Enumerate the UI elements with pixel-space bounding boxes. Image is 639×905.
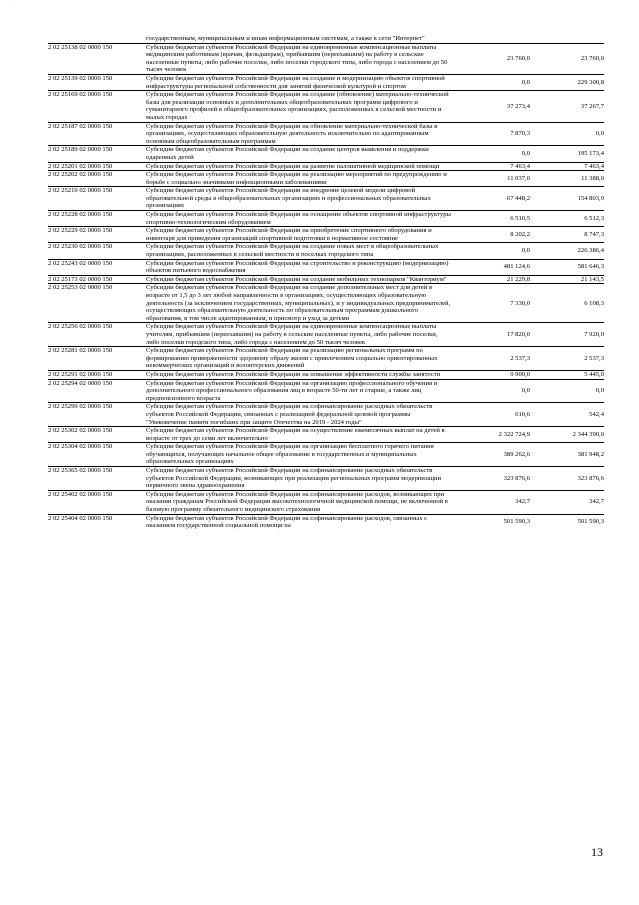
code-cell: 2 02 25139 02 0000 150 — [48, 74, 146, 90]
description-cell: Субсидии бюджетам субъектов Российской Федерации на приобретение спортивного оборудования и инвентаря для приведения организаций спортивной подготовки в нормативное состояние — [146, 227, 452, 243]
table-row — [48, 347, 604, 371]
value-2022-cell: 229 300,8 — [530, 74, 604, 90]
value-2021-cell: 67 448,2 — [452, 187, 530, 211]
table-row — [48, 275, 604, 284]
description-cell: Субсидии бюджетам субъектов Российской Федерации на софинансирование расходов, связанных с оказанием государственной социальной помощи на — [146, 514, 452, 530]
description-cell: Субсидии бюджетам субъектов Российской Федерации на единовременные компенсационные выплаты медицинским работникам (врачам, фельдшерам), прибывшим (переехавшим) на работу в сельские населенные пункты, либо рабочие поселки, либо поселки городского типа, либо города с населением до 50 тысяч человек — [146, 43, 452, 74]
description-cell: Субсидии бюджетам субъектов Российской Федерации на создание (обновление) материально-технической базы для реализации основных и дополнительных общеобразовательных программ цифрового и гуманитарного профилей в общеобразовательных организациях, расположенных в сельской местности и малых городах — [146, 91, 452, 122]
code-cell: 2 02 25291 02 0000 150 — [48, 370, 146, 379]
code-cell: 2 02 25229 02 0000 150 — [48, 227, 146, 243]
code-cell: 2 02 25365 02 0000 150 — [48, 467, 146, 491]
value-2021-cell: 17 820,0 — [452, 323, 530, 347]
value-2022-cell: 0,0 — [530, 379, 604, 403]
code-cell: 2 02 25189 02 0000 150 — [48, 146, 146, 162]
value-2022-cell: 581 646,3 — [530, 259, 604, 275]
value-2022-cell: 195 173,4 — [530, 146, 604, 162]
page-number: 13 — [591, 845, 603, 859]
code-cell: 2 02 25138 02 0000 150 — [48, 43, 146, 74]
value-2022-cell: 8 747,3 — [530, 227, 604, 243]
code-cell: 2 02 25404 02 0000 150 — [48, 514, 146, 530]
description-cell: Субсидии бюджетам субъектов Российской Федерации на развитие паллиативной медицинской помощи — [146, 162, 452, 171]
value-2021-cell: 0,0 — [452, 74, 530, 90]
description-cell: Субсидии бюджетам субъектов Российской Федерации на создание новых мест в общеобразовательных организациях, расположенных в сельской местности и поселках городского типа — [146, 243, 452, 259]
table-row — [48, 122, 604, 146]
value-2021-cell: 9 900,0 — [452, 370, 530, 379]
scan-corner-mark: · — [10, 4, 12, 9]
code-cell: 2 02 25304 02 0000 150 — [48, 443, 146, 467]
value-2021-cell: 23 760,0 — [452, 43, 530, 74]
code-cell: 2 02 25228 02 0000 150 — [48, 211, 146, 227]
table-row — [48, 467, 604, 491]
description-cell: Субсидии бюджетам субъектов Российской Федерации на организацию бесплатного горячего питания обучающихся, получающих начальное общее образование в государственных и муниципальных образовательных организациях — [146, 443, 452, 467]
value-2021-cell: 0,0 — [452, 243, 530, 259]
table-row — [48, 403, 604, 427]
code-cell: 2 02 25202 02 0000 150 — [48, 171, 146, 187]
code-cell: 2 02 25210 02 0000 150 — [48, 187, 146, 211]
revenue-table-body — [48, 35, 604, 530]
table-row — [48, 211, 604, 227]
table-row — [48, 91, 604, 122]
description-cell: Субсидии бюджетам субъектов Российской Федерации на создание центров выявления и поддержки одаренных детей — [146, 146, 452, 162]
table-row — [48, 427, 604, 443]
code-cell: 2 02 25299 02 0000 150 — [48, 403, 146, 427]
value-2022-cell: 6 512,3 — [530, 211, 604, 227]
code-cell: 2 02 25201 02 0000 150 — [48, 162, 146, 171]
table-row — [48, 243, 604, 259]
revenue-table — [48, 35, 604, 530]
value-2021-cell: 21 229,8 — [452, 275, 530, 284]
value-2022-cell: 7 920,0 — [530, 323, 604, 347]
table-row — [48, 162, 604, 171]
value-2022-cell: 7 463,4 — [530, 162, 604, 171]
value-2021-cell: 7 870,3 — [452, 122, 530, 146]
description-cell: Субсидии бюджетам субъектов Российской Федерации на осуществление ежемесячных выплат на детей в возрасте от трех до семи лет включительно — [146, 427, 452, 443]
code-cell: 2 02 25230 02 0000 150 — [48, 243, 146, 259]
code-cell: 2 02 25256 02 0000 150 — [48, 323, 146, 347]
value-2021-cell: 8 202,2 — [452, 227, 530, 243]
table-row — [48, 514, 604, 530]
continuation-row — [48, 35, 604, 43]
table-row — [48, 146, 604, 162]
table-row — [48, 379, 604, 403]
value-2022-cell: 154 803,9 — [530, 187, 604, 211]
value-2022-cell: 21 143,5 — [530, 275, 604, 284]
value-2021-cell: 481 124,6 — [452, 259, 530, 275]
table-row — [48, 259, 604, 275]
value-2022-cell: 381 948,2 — [530, 443, 604, 467]
value-2022-cell: 323 876,6 — [530, 467, 604, 491]
value-2022-cell: 0,0 — [530, 122, 604, 146]
code-cell: 2 02 25294 02 0000 150 — [48, 379, 146, 403]
description-cell: Субсидии бюджетам субъектов Российской Федерации на софинансирование расходных обязательств субъектов Российской Федерации, связанных с реализацией федеральной целевой программы "Увековечение памяти погибших при защите Отечества на 2019 - 2024 годы" — [146, 403, 452, 427]
description-cell: Субсидии бюджетам субъектов Российской Федерации на создание и модернизацию объектов спортивной инфраструктуры региональной собственности для занятий физической культурой и спортом — [146, 74, 452, 90]
description-cell: Субсидии бюджетам субъектов Российской Федерации на создание дополнительных мест для детей в возрасте от 1,5 до 3 лет любой направленности в организациях, осуществляющих образовательную деятельность (за исключением государственных, муниципальных), и у индивидуальных предпринимателей, осуществляющих образовательную деятельность по образовательным программам дошкольного образования, в том числе адаптированным, и присмотр и уход за детьми — [146, 284, 451, 322]
value-2022-cell: 2 344 390,0 — [530, 427, 604, 443]
code-cell — [48, 35, 146, 43]
code-cell: 2 02 25243 02 0000 150 — [48, 259, 146, 275]
value-2022-cell: 542,4 — [530, 403, 604, 427]
value-2021-cell: 342,7 — [452, 490, 530, 514]
code-cell: 2 02 25281 02 0000 150 — [48, 347, 146, 371]
value-2022-cell: 5 445,0 — [530, 370, 604, 379]
value-2021-cell: 6 510,5 — [452, 211, 530, 227]
value-2021-cell: 2 537,3 — [452, 347, 530, 371]
table-row — [48, 227, 604, 243]
value-2022-cell: 6 108,3 — [530, 284, 604, 323]
table-row — [48, 74, 604, 90]
table-row — [48, 284, 604, 323]
description-cell: Субсидии бюджетам субъектов Российской Федерации на организацию профессионального обучения и дополнительного профессионального образования лиц в возрасте 50-ти лет и старше, а также лиц предпенсионного возраста — [146, 379, 452, 403]
description-cell: Субсидии бюджетам субъектов Российской Федерации на единовременные компенсационные выплаты учителям, прибывшим (переехавшим) на работу в сельские населенные пункты, либо рабочие поселки, либо поселки городского типа, либо города с населением до 50 тысяч человек — [146, 323, 452, 347]
value-2022-cell — [530, 35, 604, 43]
description-cell: Субсидии бюджетам субъектов Российской Федерации на реализацию мероприятий по предупреждению и борьбе с социально значимыми инфекционными заболеваниями — [146, 171, 452, 187]
table-row — [48, 370, 604, 379]
code-cell: 2 02 25173 02 0000 150 — [48, 275, 146, 284]
code-cell: 2 02 25169 02 0000 150 — [48, 91, 146, 122]
code-cell: 2 02 25253 02 0000 150 — [48, 284, 146, 323]
value-2021-cell: 323 876,6 — [452, 467, 530, 491]
table-row — [48, 43, 604, 74]
description-cell: Субсидии бюджетам субъектов Российской Федерации на внедрение целевой модели цифровой образовательной среды в общеобразовательных организациях и профессиональных образовательных организациях — [146, 187, 452, 211]
description-cell: Субсидии бюджетам субъектов Российской Федерации на реализацию региональных программ по формированию приверженности здоровому образу жизни с привлечением социально ориентированных некоммерческих организаций и волонтерских движений — [146, 347, 452, 371]
value-2022-cell: 11 388,0 — [530, 171, 604, 187]
code-cell: 2 02 25302 02 0000 150 — [48, 427, 146, 443]
value-2021-cell: 7 330,0 — [452, 284, 530, 323]
value-2021-cell: 7 463,4 — [452, 162, 530, 171]
value-2022-cell: 342,7 — [530, 490, 604, 514]
value-2021-cell: 0,0 — [452, 379, 530, 403]
table-row — [48, 187, 604, 211]
value-2022-cell: 226 386,4 — [530, 243, 604, 259]
value-2021-cell: 501 590,3 — [452, 514, 530, 530]
description-cell: Субсидии бюджетам субъектов Российской Федерации на оснащение объектов спортивной инфраструктуры спортивно-технологическим оборудованием — [146, 211, 451, 226]
value-2021-cell: 11 037,0 — [452, 171, 530, 187]
table-row — [48, 490, 604, 514]
value-2022-cell: 501 590,3 — [530, 514, 604, 530]
value-2022-cell: 23 760,0 — [530, 43, 604, 74]
description-cell: Субсидии бюджетам субъектов Российской Федерации на создание мобильных технопарков "Кванториум" — [146, 275, 452, 284]
value-2021-cell — [452, 35, 530, 43]
value-2021-cell: 389 262,6 — [452, 443, 530, 467]
value-2021-cell: 37 273,4 — [452, 91, 530, 122]
code-cell: 2 02 25187 02 0000 150 — [48, 122, 146, 146]
value-2021-cell: 2 322 724,9 — [452, 427, 530, 443]
description-cell: Субсидии бюджетам субъектов Российской Федерации на обновление материально-технической базы в организациях, осуществляющих образовательную деятельность исключительно по адаптированным основным общеобразовательным программам — [146, 122, 452, 146]
table-row — [48, 323, 604, 347]
table-row — [48, 171, 604, 187]
value-2021-cell: 0,0 — [452, 146, 530, 162]
description-cell: Субсидии бюджетам субъектов Российской Федерации на повышение эффективности службы занятости — [146, 370, 452, 379]
code-cell: 2 02 25402 02 0000 150 — [48, 490, 146, 514]
description-cell: Субсидии бюджетам субъектов Российской Федерации на софинансирование расходов, возникающих при оказании гражданам Российской Федерации высокотехнологичной медицинской помощи, не включенной в базовую программу обязательного медицинского страхования — [146, 490, 452, 514]
description-cell: Субсидии бюджетам субъектов Российской Федерации на строительство и реконструкцию (модернизацию) объектов питьевого водоснабжения — [146, 259, 452, 275]
value-2022-cell: 2 537,3 — [530, 347, 604, 371]
value-2022-cell: 37 267,7 — [530, 91, 604, 122]
description-cell: Субсидии бюджетам субъектов Российской Федерации на софинансирование расходных обязательств субъектов Российской Федерации, возникающих при реализации региональных программ модернизации первичного звена здравоохранения — [146, 467, 452, 491]
description-cell: государственным, муниципальным и иным информационным системам, а также к сети "Интернет" — [146, 35, 425, 42]
table-row — [48, 443, 604, 467]
value-2021-cell: 610,6 — [452, 403, 530, 427]
